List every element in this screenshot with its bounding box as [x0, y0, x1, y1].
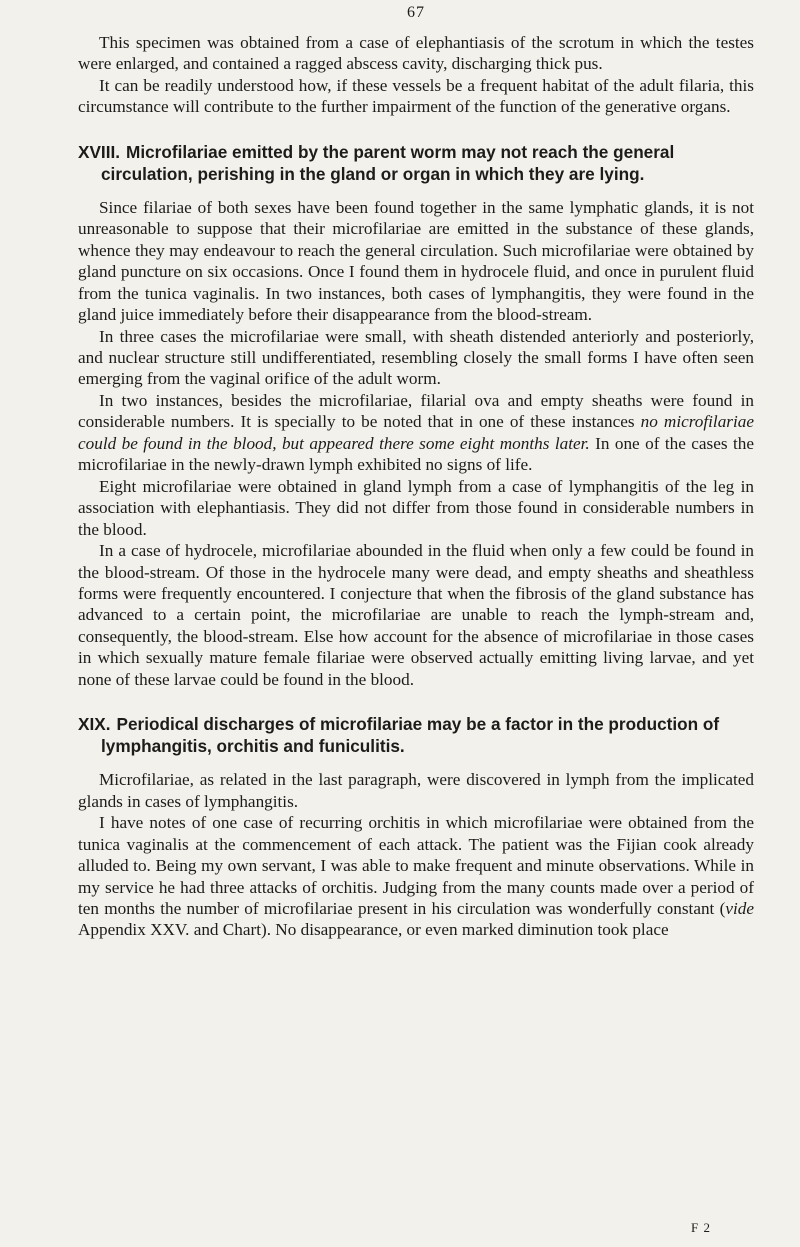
- section-19-heading: [78, 713, 754, 757]
- section-18-paragraph-3-italic: no microfilariae could be found in the blood, but appeared there some eight months later.: [78, 412, 754, 453]
- section-19-number: XIX.: [78, 714, 111, 735]
- section-19-paragraph-2-start: I have notes of one case of recurring orchitis in which microfilariae were obtained from the tunica vaginalis at the commencement of each attack. The patient was the Fijian cook already alluded to. Being my own servant, I was able to make frequent and minute observations. While in my service he had three attacks of orchitis. Judging from the many counts made over a period of ten months the number of microfilariae present in his circulation was wonderfully constant (: [78, 813, 754, 918]
- section-18-paragraph-1: Since filariae of both sexes have been found together in the same lymphatic glands, it is not unreasonable to suppose that their microfilariae are emitted in the substance of these glands, whence they may endeavour to reach the general circulation. Such microfilariae were obtained by gland puncture on six occasions. Once I found them in hydrocele fluid, and once in purulent fluid from the tunica vaginalis. In two instances, both cases of lymphangitis, they were found in the gland juice immediately before their disappearance from the blood-stream.: [78, 197, 754, 325]
- section-19-paragraph-2-italic: vide: [725, 898, 754, 918]
- intro-paragraph-1: This specimen was obtained from a case of elephantiasis of the scrotum in which the testes were enlarged, and contained a ragged abscess cavity, discharging thick pus.: [78, 33, 754, 74]
- section-18-paragraph-5: In a case of hydrocele, microfilariae abounded in the fluid when only a few could be found in the blood-stream. Of those in the hydrocele many were dead, and empty sheaths and sheathless forms were frequently encountered. I conjecture that when the fibrosis of the gland substance has advanced to a certain point, the microfilariae are unable to reach the lymph-stream and, consequently, the blood-stream. Else how account for the absence of microfilariae in those cases in which sexually mature female filariae were observed actually emitting living larvae, and yet none of these larvae could be found in the blood.: [78, 541, 754, 689]
- page-number: 67: [407, 4, 425, 21]
- section-19-title: Periodical discharges of microfilariae may be a factor in the production of lymphangitis, orchitis and funiculitis.: [101, 714, 720, 757]
- intro-paragraph-2: It can be readily understood how, if these vessels be a frequent habitat of the adult filaria, this circumstance will contribute to the further impairment of the function of the generative organs.: [78, 75, 754, 117]
- section-18-heading: [78, 141, 754, 185]
- section-18-paragraph-3: [78, 390, 754, 476]
- signature-mark: F 2: [691, 1220, 711, 1235]
- section-19-paragraph-1: Microfilariae, as related in the last paragraph, were discovered in lymph from the implicated glands in cases of lymphangitis.: [78, 770, 754, 811]
- section-19-paragraph-2-end: Appendix XXV. and Chart). No disappearance, or even marked diminution took place: [78, 920, 669, 940]
- section-18-number: XVIII.: [78, 141, 121, 162]
- body-text: [78, 32, 754, 941]
- section-18-paragraph-2: In three cases the microfilariae were small, with sheath distended anteriorly and posteriorly, and nuclear structure still undifferentiated, resembling closely the small forms I have often seen emerging from the vaginal orifice of the adult worm.: [78, 326, 754, 389]
- section-18-paragraph-3-end: In one of the cases the microfilariae in the newly-drawn lymph exhibited no signs of life.: [78, 433, 754, 475]
- section-18-paragraph-4: Eight microfilariae were obtained in gland lymph from a case of lymphangitis of the leg in association with elephantiasis. They did not differ from those found in considerable numbers in the blood.: [78, 476, 754, 539]
- section-19-paragraph-2: [78, 812, 754, 941]
- section-18-title: Microfilariae emitted by the parent worm may not reach the general circulation, perishing in the gland or organ in which they are lying.: [101, 141, 675, 184]
- section-18-paragraph-3-start: In two instances, besides the microfilariae, filarial ova and empty sheaths were found in considerable numbers. It is specially to be noted that in one of these instances: [78, 390, 754, 432]
